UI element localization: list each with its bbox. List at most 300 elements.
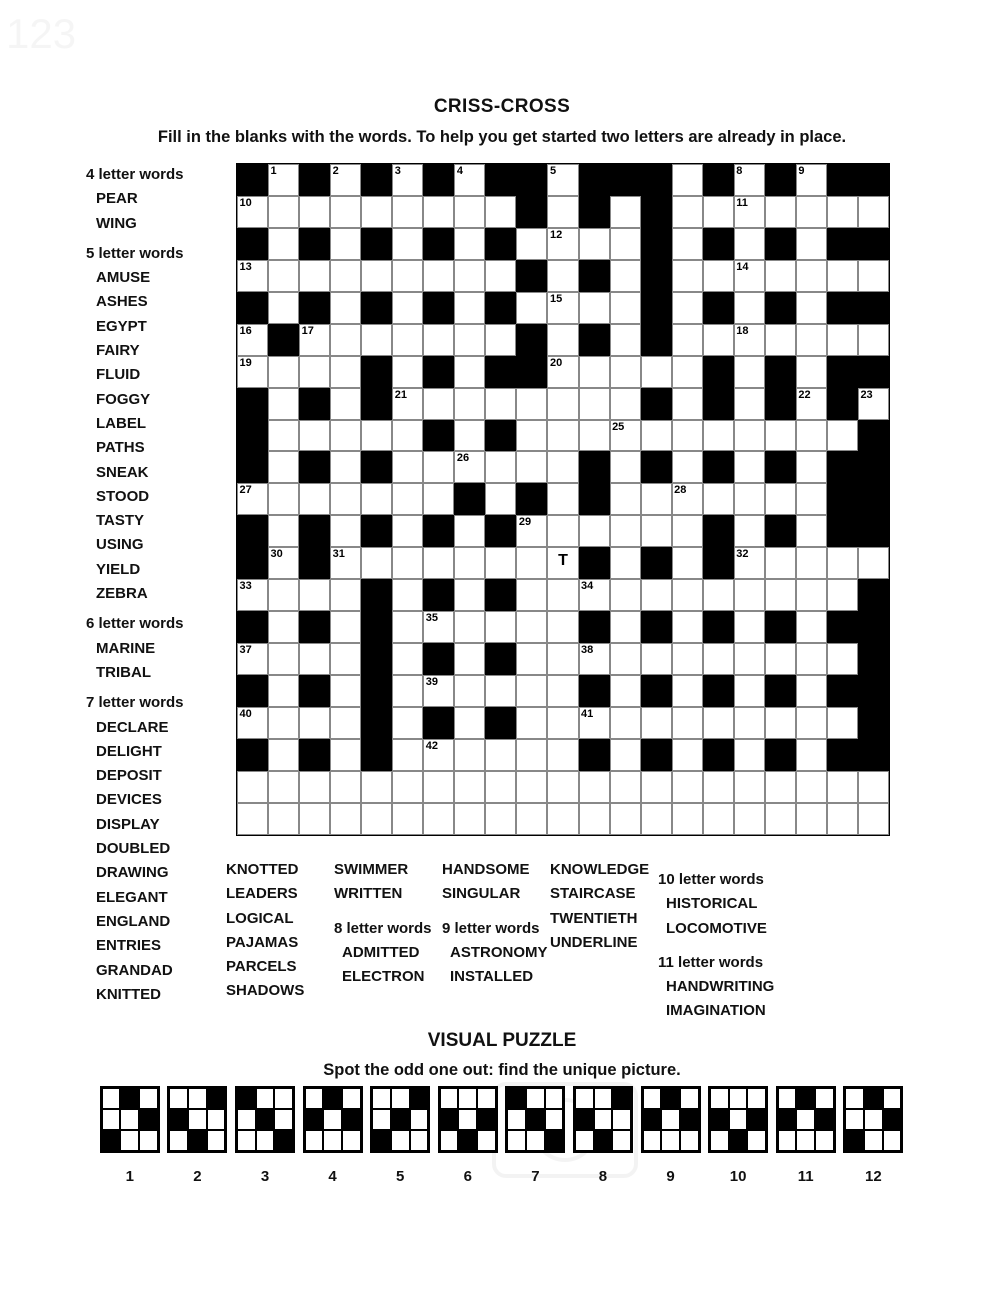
grid-cell-open[interactable] <box>765 324 796 356</box>
grid-cell-open[interactable] <box>237 771 268 803</box>
grid-cell-open[interactable] <box>423 803 454 835</box>
grid-cell-open[interactable] <box>485 260 516 292</box>
grid-cell-open[interactable] <box>485 611 516 643</box>
grid-cell-open[interactable] <box>579 356 610 388</box>
grid-cell-open[interactable] <box>703 196 734 228</box>
grid-cell-open[interactable] <box>268 451 299 483</box>
grid-cell-open[interactable] <box>547 547 578 579</box>
grid-cell-open[interactable] <box>610 579 641 611</box>
grid-cell-open[interactable] <box>796 515 827 547</box>
grid-cell-open[interactable] <box>547 292 578 324</box>
grid-cell-open[interactable] <box>423 483 454 515</box>
grid-cell-open[interactable] <box>330 420 361 452</box>
grid-cell-open[interactable] <box>361 803 392 835</box>
grid-cell-open[interactable] <box>765 547 796 579</box>
grid-cell-open[interactable] <box>858 260 889 292</box>
grid-cell-open[interactable] <box>796 611 827 643</box>
grid-cell-open[interactable] <box>579 292 610 324</box>
grid-cell-open[interactable] <box>237 643 268 675</box>
grid-cell-open[interactable] <box>454 515 485 547</box>
grid-cell-open[interactable] <box>610 260 641 292</box>
grid-cell-open[interactable] <box>703 771 734 803</box>
grid-cell-open[interactable] <box>392 228 423 260</box>
grid-cell-open[interactable] <box>827 324 858 356</box>
grid-cell-open[interactable] <box>672 356 703 388</box>
grid-cell-open[interactable] <box>858 196 889 228</box>
grid-cell-open[interactable] <box>672 483 703 515</box>
grid-cell-open[interactable] <box>610 228 641 260</box>
grid-cell-open[interactable] <box>516 292 547 324</box>
grid-cell-open[interactable] <box>547 739 578 771</box>
grid-cell-open[interactable] <box>734 228 765 260</box>
grid-cell-open[interactable] <box>610 707 641 739</box>
visual-tile[interactable] <box>96 1086 164 1185</box>
grid-cell-open[interactable] <box>423 451 454 483</box>
grid-cell-open[interactable] <box>858 803 889 835</box>
grid-cell-open[interactable] <box>361 483 392 515</box>
grid-cell-open[interactable] <box>392 707 423 739</box>
grid-cell-open[interactable] <box>765 260 796 292</box>
grid-cell-open[interactable] <box>610 483 641 515</box>
grid-cell-open[interactable] <box>796 739 827 771</box>
grid-cell-open[interactable] <box>672 324 703 356</box>
grid-cell-open[interactable] <box>392 675 423 707</box>
grid-cell-open[interactable] <box>268 483 299 515</box>
grid-cell-open[interactable] <box>796 196 827 228</box>
grid-cell-open[interactable] <box>361 420 392 452</box>
visual-tile[interactable] <box>569 1086 637 1185</box>
grid-cell-open[interactable] <box>547 643 578 675</box>
grid-cell-open[interactable] <box>454 771 485 803</box>
grid-cell-open[interactable] <box>237 260 268 292</box>
grid-cell-open[interactable] <box>454 388 485 420</box>
grid-cell-open[interactable] <box>330 547 361 579</box>
visual-tile[interactable] <box>164 1086 232 1185</box>
grid-cell-open[interactable] <box>330 292 361 324</box>
grid-cell-open[interactable] <box>641 483 672 515</box>
grid-cell-open[interactable] <box>392 196 423 228</box>
grid-cell-open[interactable] <box>734 388 765 420</box>
grid-cell-open[interactable] <box>485 739 516 771</box>
grid-cell-open[interactable] <box>485 451 516 483</box>
grid-cell-open[interactable] <box>299 420 330 452</box>
grid-cell-open[interactable] <box>547 228 578 260</box>
grid-cell-open[interactable] <box>485 483 516 515</box>
grid-cell-open[interactable] <box>237 803 268 835</box>
grid-cell-open[interactable] <box>796 771 827 803</box>
grid-cell-open[interactable] <box>423 547 454 579</box>
grid-cell-open[interactable] <box>268 547 299 579</box>
grid-cell-open[interactable] <box>268 707 299 739</box>
grid-cell-open[interactable] <box>268 771 299 803</box>
grid-cell-open[interactable] <box>579 579 610 611</box>
grid-cell-open[interactable] <box>392 260 423 292</box>
visual-tile[interactable] <box>840 1086 908 1185</box>
grid-cell-open[interactable] <box>268 292 299 324</box>
grid-cell-open[interactable] <box>330 324 361 356</box>
grid-cell-open[interactable] <box>547 483 578 515</box>
grid-cell-open[interactable] <box>672 196 703 228</box>
grid-cell-open[interactable] <box>641 356 672 388</box>
grid-cell-open[interactable] <box>610 675 641 707</box>
grid-cell-open[interactable] <box>361 260 392 292</box>
grid-cell-open[interactable] <box>392 547 423 579</box>
visual-tile[interactable] <box>299 1086 367 1185</box>
grid-cell-open[interactable] <box>796 420 827 452</box>
grid-cell-open[interactable] <box>579 228 610 260</box>
grid-cell-open[interactable] <box>330 228 361 260</box>
grid-cell-open[interactable] <box>641 579 672 611</box>
grid-cell-open[interactable] <box>672 611 703 643</box>
grid-cell-open[interactable] <box>237 324 268 356</box>
grid-cell-open[interactable] <box>330 707 361 739</box>
grid-cell-open[interactable] <box>237 483 268 515</box>
grid-cell-open[interactable] <box>547 260 578 292</box>
grid-cell-open[interactable] <box>703 803 734 835</box>
grid-cell-open[interactable] <box>516 611 547 643</box>
grid-cell-open[interactable] <box>796 579 827 611</box>
grid-cell-open[interactable] <box>641 707 672 739</box>
grid-cell-open[interactable] <box>485 388 516 420</box>
grid-cell-open[interactable] <box>268 260 299 292</box>
grid-cell-open[interactable] <box>672 547 703 579</box>
grid-cell-open[interactable] <box>392 483 423 515</box>
grid-cell-open[interactable] <box>547 707 578 739</box>
grid-cell-open[interactable] <box>796 228 827 260</box>
grid-cell-open[interactable] <box>330 196 361 228</box>
grid-cell-open[interactable] <box>641 803 672 835</box>
grid-cell-open[interactable] <box>392 803 423 835</box>
grid-cell-open[interactable] <box>610 388 641 420</box>
grid-cell-open[interactable] <box>610 739 641 771</box>
grid-cell-open[interactable] <box>734 451 765 483</box>
grid-cell-open[interactable] <box>765 771 796 803</box>
grid-cell-open[interactable] <box>299 579 330 611</box>
grid-cell-open[interactable] <box>547 515 578 547</box>
grid-cell-open[interactable] <box>796 356 827 388</box>
grid-cell-open[interactable] <box>299 771 330 803</box>
grid-cell-open[interactable] <box>796 707 827 739</box>
grid-cell-open[interactable] <box>765 196 796 228</box>
grid-cell-open[interactable] <box>516 803 547 835</box>
grid-cell-open[interactable] <box>827 420 858 452</box>
grid-cell-open[interactable] <box>485 803 516 835</box>
grid-cell-open[interactable] <box>454 356 485 388</box>
grid-cell-open[interactable] <box>610 420 641 452</box>
grid-cell-open[interactable] <box>827 547 858 579</box>
grid-cell-open[interactable] <box>858 547 889 579</box>
grid-cell-open[interactable] <box>330 515 361 547</box>
grid-cell-open[interactable] <box>547 803 578 835</box>
grid-cell-open[interactable] <box>858 388 889 420</box>
grid-cell-open[interactable] <box>672 803 703 835</box>
grid-cell-open[interactable] <box>392 771 423 803</box>
grid-cell-open[interactable] <box>765 707 796 739</box>
grid-cell-open[interactable] <box>579 515 610 547</box>
grid-cell-open[interactable] <box>392 292 423 324</box>
grid-cell-open[interactable] <box>361 771 392 803</box>
grid-cell-open[interactable] <box>547 451 578 483</box>
grid-cell-open[interactable] <box>330 260 361 292</box>
grid-cell-open[interactable] <box>703 643 734 675</box>
grid-cell-open[interactable] <box>610 292 641 324</box>
grid-cell-open[interactable] <box>454 611 485 643</box>
grid-cell-open[interactable] <box>237 707 268 739</box>
grid-cell-open[interactable] <box>454 643 485 675</box>
grid-cell-open[interactable] <box>454 451 485 483</box>
grid-cell-open[interactable] <box>796 643 827 675</box>
grid-cell-open[interactable] <box>237 196 268 228</box>
grid-cell-open[interactable] <box>330 675 361 707</box>
grid-cell-open[interactable] <box>454 547 485 579</box>
grid-cell-open[interactable] <box>361 547 392 579</box>
grid-cell-open[interactable] <box>392 611 423 643</box>
grid-cell-open[interactable] <box>734 611 765 643</box>
grid-cell-open[interactable] <box>392 164 423 196</box>
grid-cell-open[interactable] <box>392 356 423 388</box>
grid-cell-open[interactable] <box>454 739 485 771</box>
grid-cell-open[interactable] <box>827 579 858 611</box>
grid-cell-open[interactable] <box>547 196 578 228</box>
grid-cell-open[interactable] <box>454 196 485 228</box>
grid-cell-open[interactable] <box>765 803 796 835</box>
grid-cell-open[interactable] <box>268 164 299 196</box>
grid-cell-open[interactable] <box>454 803 485 835</box>
grid-cell-open[interactable] <box>796 547 827 579</box>
grid-cell-open[interactable] <box>268 739 299 771</box>
grid-cell-open[interactable] <box>672 292 703 324</box>
grid-cell-open[interactable] <box>672 515 703 547</box>
grid-cell-open[interactable] <box>703 260 734 292</box>
grid-cell-open[interactable] <box>392 643 423 675</box>
grid-cell-open[interactable] <box>299 643 330 675</box>
grid-cell-open[interactable] <box>392 579 423 611</box>
grid-cell-open[interactable] <box>237 356 268 388</box>
grid-cell-open[interactable] <box>268 515 299 547</box>
grid-cell-open[interactable] <box>485 324 516 356</box>
grid-cell-open[interactable] <box>423 324 454 356</box>
grid-cell-open[interactable] <box>734 324 765 356</box>
grid-cell-open[interactable] <box>485 675 516 707</box>
grid-cell-open[interactable] <box>610 547 641 579</box>
grid-cell-open[interactable] <box>330 579 361 611</box>
grid-cell-open[interactable] <box>672 451 703 483</box>
grid-cell-open[interactable] <box>516 228 547 260</box>
grid-cell-open[interactable] <box>268 643 299 675</box>
grid-cell-open[interactable] <box>610 803 641 835</box>
grid-cell-open[interactable] <box>237 579 268 611</box>
grid-cell-open[interactable] <box>423 739 454 771</box>
grid-cell-open[interactable] <box>827 196 858 228</box>
grid-cell-open[interactable] <box>610 356 641 388</box>
visual-tile[interactable] <box>704 1086 772 1185</box>
grid-cell-open[interactable] <box>330 771 361 803</box>
grid-cell-open[interactable] <box>330 451 361 483</box>
grid-cell-open[interactable] <box>516 515 547 547</box>
grid-cell-open[interactable] <box>734 675 765 707</box>
grid-cell-open[interactable] <box>516 388 547 420</box>
grid-cell-open[interactable] <box>672 771 703 803</box>
grid-cell-open[interactable] <box>672 164 703 196</box>
visual-tile[interactable] <box>434 1086 502 1185</box>
grid-cell-open[interactable] <box>796 803 827 835</box>
grid-cell-open[interactable] <box>423 675 454 707</box>
grid-cell-open[interactable] <box>547 164 578 196</box>
grid-cell-open[interactable] <box>454 324 485 356</box>
grid-cell-open[interactable] <box>299 260 330 292</box>
grid-cell-open[interactable] <box>268 228 299 260</box>
grid-cell-open[interactable] <box>827 260 858 292</box>
grid-cell-open[interactable] <box>392 324 423 356</box>
grid-cell-open[interactable] <box>454 164 485 196</box>
grid-cell-open[interactable] <box>796 164 827 196</box>
grid-cell-open[interactable] <box>672 228 703 260</box>
grid-cell-open[interactable] <box>454 292 485 324</box>
grid-cell-open[interactable] <box>299 324 330 356</box>
grid-cell-open[interactable] <box>734 260 765 292</box>
grid-cell-open[interactable] <box>610 196 641 228</box>
grid-cell-open[interactable] <box>610 643 641 675</box>
grid-cell-open[interactable] <box>547 675 578 707</box>
grid-cell-open[interactable] <box>392 739 423 771</box>
grid-cell-open[interactable] <box>268 675 299 707</box>
grid-cell-open[interactable] <box>516 420 547 452</box>
grid-cell-open[interactable] <box>454 420 485 452</box>
grid-cell-open[interactable] <box>672 675 703 707</box>
grid-cell-open[interactable] <box>547 388 578 420</box>
grid-cell-open[interactable] <box>796 675 827 707</box>
grid-cell-open[interactable] <box>827 771 858 803</box>
grid-cell-open[interactable] <box>734 483 765 515</box>
grid-cell-open[interactable] <box>547 356 578 388</box>
grid-cell-open[interactable] <box>827 803 858 835</box>
grid-cell-open[interactable] <box>703 324 734 356</box>
grid-cell-open[interactable] <box>672 388 703 420</box>
grid-cell-open[interactable] <box>299 356 330 388</box>
grid-cell-open[interactable] <box>454 228 485 260</box>
grid-cell-open[interactable] <box>765 483 796 515</box>
grid-cell-open[interactable] <box>454 675 485 707</box>
grid-cell-open[interactable] <box>299 483 330 515</box>
grid-cell-open[interactable] <box>454 707 485 739</box>
grid-cell-open[interactable] <box>299 196 330 228</box>
grid-cell-open[interactable] <box>547 420 578 452</box>
grid-cell-open[interactable] <box>485 771 516 803</box>
grid-cell-open[interactable] <box>641 420 672 452</box>
grid-cell-open[interactable] <box>796 260 827 292</box>
grid-cell-open[interactable] <box>299 707 330 739</box>
grid-cell-open[interactable] <box>579 643 610 675</box>
grid-cell-open[interactable] <box>610 324 641 356</box>
grid-cell-open[interactable] <box>579 420 610 452</box>
grid-cell-open[interactable] <box>610 451 641 483</box>
grid-cell-open[interactable] <box>516 739 547 771</box>
grid-cell-open[interactable] <box>858 771 889 803</box>
grid-cell-open[interactable] <box>734 292 765 324</box>
crossword-grid[interactable] <box>236 163 890 836</box>
grid-cell-open[interactable] <box>392 515 423 547</box>
grid-cell-open[interactable] <box>330 643 361 675</box>
grid-cell-open[interactable] <box>268 420 299 452</box>
visual-tile[interactable] <box>502 1086 570 1185</box>
grid-cell-open[interactable] <box>516 451 547 483</box>
grid-cell-open[interactable] <box>672 579 703 611</box>
grid-cell-open[interactable] <box>734 356 765 388</box>
grid-cell-open[interactable] <box>796 324 827 356</box>
grid-cell-open[interactable] <box>454 579 485 611</box>
grid-cell-open[interactable] <box>330 739 361 771</box>
grid-cell-open[interactable] <box>392 388 423 420</box>
grid-cell-open[interactable] <box>734 579 765 611</box>
grid-cell-open[interactable] <box>579 803 610 835</box>
grid-cell-open[interactable] <box>672 739 703 771</box>
grid-cell-open[interactable] <box>330 388 361 420</box>
grid-cell-open[interactable] <box>641 515 672 547</box>
grid-cell-open[interactable] <box>423 388 454 420</box>
grid-cell-open[interactable] <box>268 196 299 228</box>
grid-cell-open[interactable] <box>734 515 765 547</box>
grid-cell-open[interactable] <box>268 803 299 835</box>
grid-cell-open[interactable] <box>579 771 610 803</box>
grid-cell-open[interactable] <box>330 803 361 835</box>
grid-cell-open[interactable] <box>641 643 672 675</box>
grid-cell-open[interactable] <box>827 707 858 739</box>
visual-tile[interactable] <box>366 1086 434 1185</box>
grid-cell-open[interactable] <box>361 196 392 228</box>
grid-cell-open[interactable] <box>392 451 423 483</box>
grid-cell-open[interactable] <box>734 643 765 675</box>
grid-cell-open[interactable] <box>765 643 796 675</box>
grid-cell-open[interactable] <box>579 388 610 420</box>
grid-cell-open[interactable] <box>672 643 703 675</box>
grid-cell-open[interactable] <box>734 771 765 803</box>
grid-cell-open[interactable] <box>330 483 361 515</box>
grid-cell-open[interactable] <box>703 579 734 611</box>
grid-cell-open[interactable] <box>672 707 703 739</box>
grid-cell-open[interactable] <box>516 771 547 803</box>
grid-cell-open[interactable] <box>423 260 454 292</box>
grid-cell-open[interactable] <box>765 420 796 452</box>
grid-cell-open[interactable] <box>547 324 578 356</box>
grid-cell-open[interactable] <box>672 260 703 292</box>
grid-cell-open[interactable] <box>734 420 765 452</box>
grid-cell-open[interactable] <box>485 547 516 579</box>
grid-cell-open[interactable] <box>547 771 578 803</box>
grid-cell-open[interactable] <box>485 196 516 228</box>
grid-cell-open[interactable] <box>734 707 765 739</box>
grid-cell-open[interactable] <box>330 356 361 388</box>
grid-cell-open[interactable] <box>330 164 361 196</box>
grid-cell-open[interactable] <box>765 579 796 611</box>
visual-tile[interactable] <box>637 1086 705 1185</box>
grid-cell-open[interactable] <box>703 483 734 515</box>
grid-cell-open[interactable] <box>672 420 703 452</box>
grid-cell-open[interactable] <box>516 707 547 739</box>
grid-cell-open[interactable] <box>610 771 641 803</box>
grid-cell-open[interactable] <box>516 675 547 707</box>
grid-cell-open[interactable] <box>703 420 734 452</box>
grid-cell-open[interactable] <box>423 611 454 643</box>
grid-cell-open[interactable] <box>610 515 641 547</box>
grid-cell-open[interactable] <box>734 803 765 835</box>
grid-cell-open[interactable] <box>454 260 485 292</box>
grid-cell-open[interactable] <box>610 611 641 643</box>
grid-cell-open[interactable] <box>268 356 299 388</box>
grid-cell-open[interactable] <box>516 579 547 611</box>
grid-cell-open[interactable] <box>734 196 765 228</box>
grid-cell-open[interactable] <box>547 579 578 611</box>
grid-cell-open[interactable] <box>268 388 299 420</box>
